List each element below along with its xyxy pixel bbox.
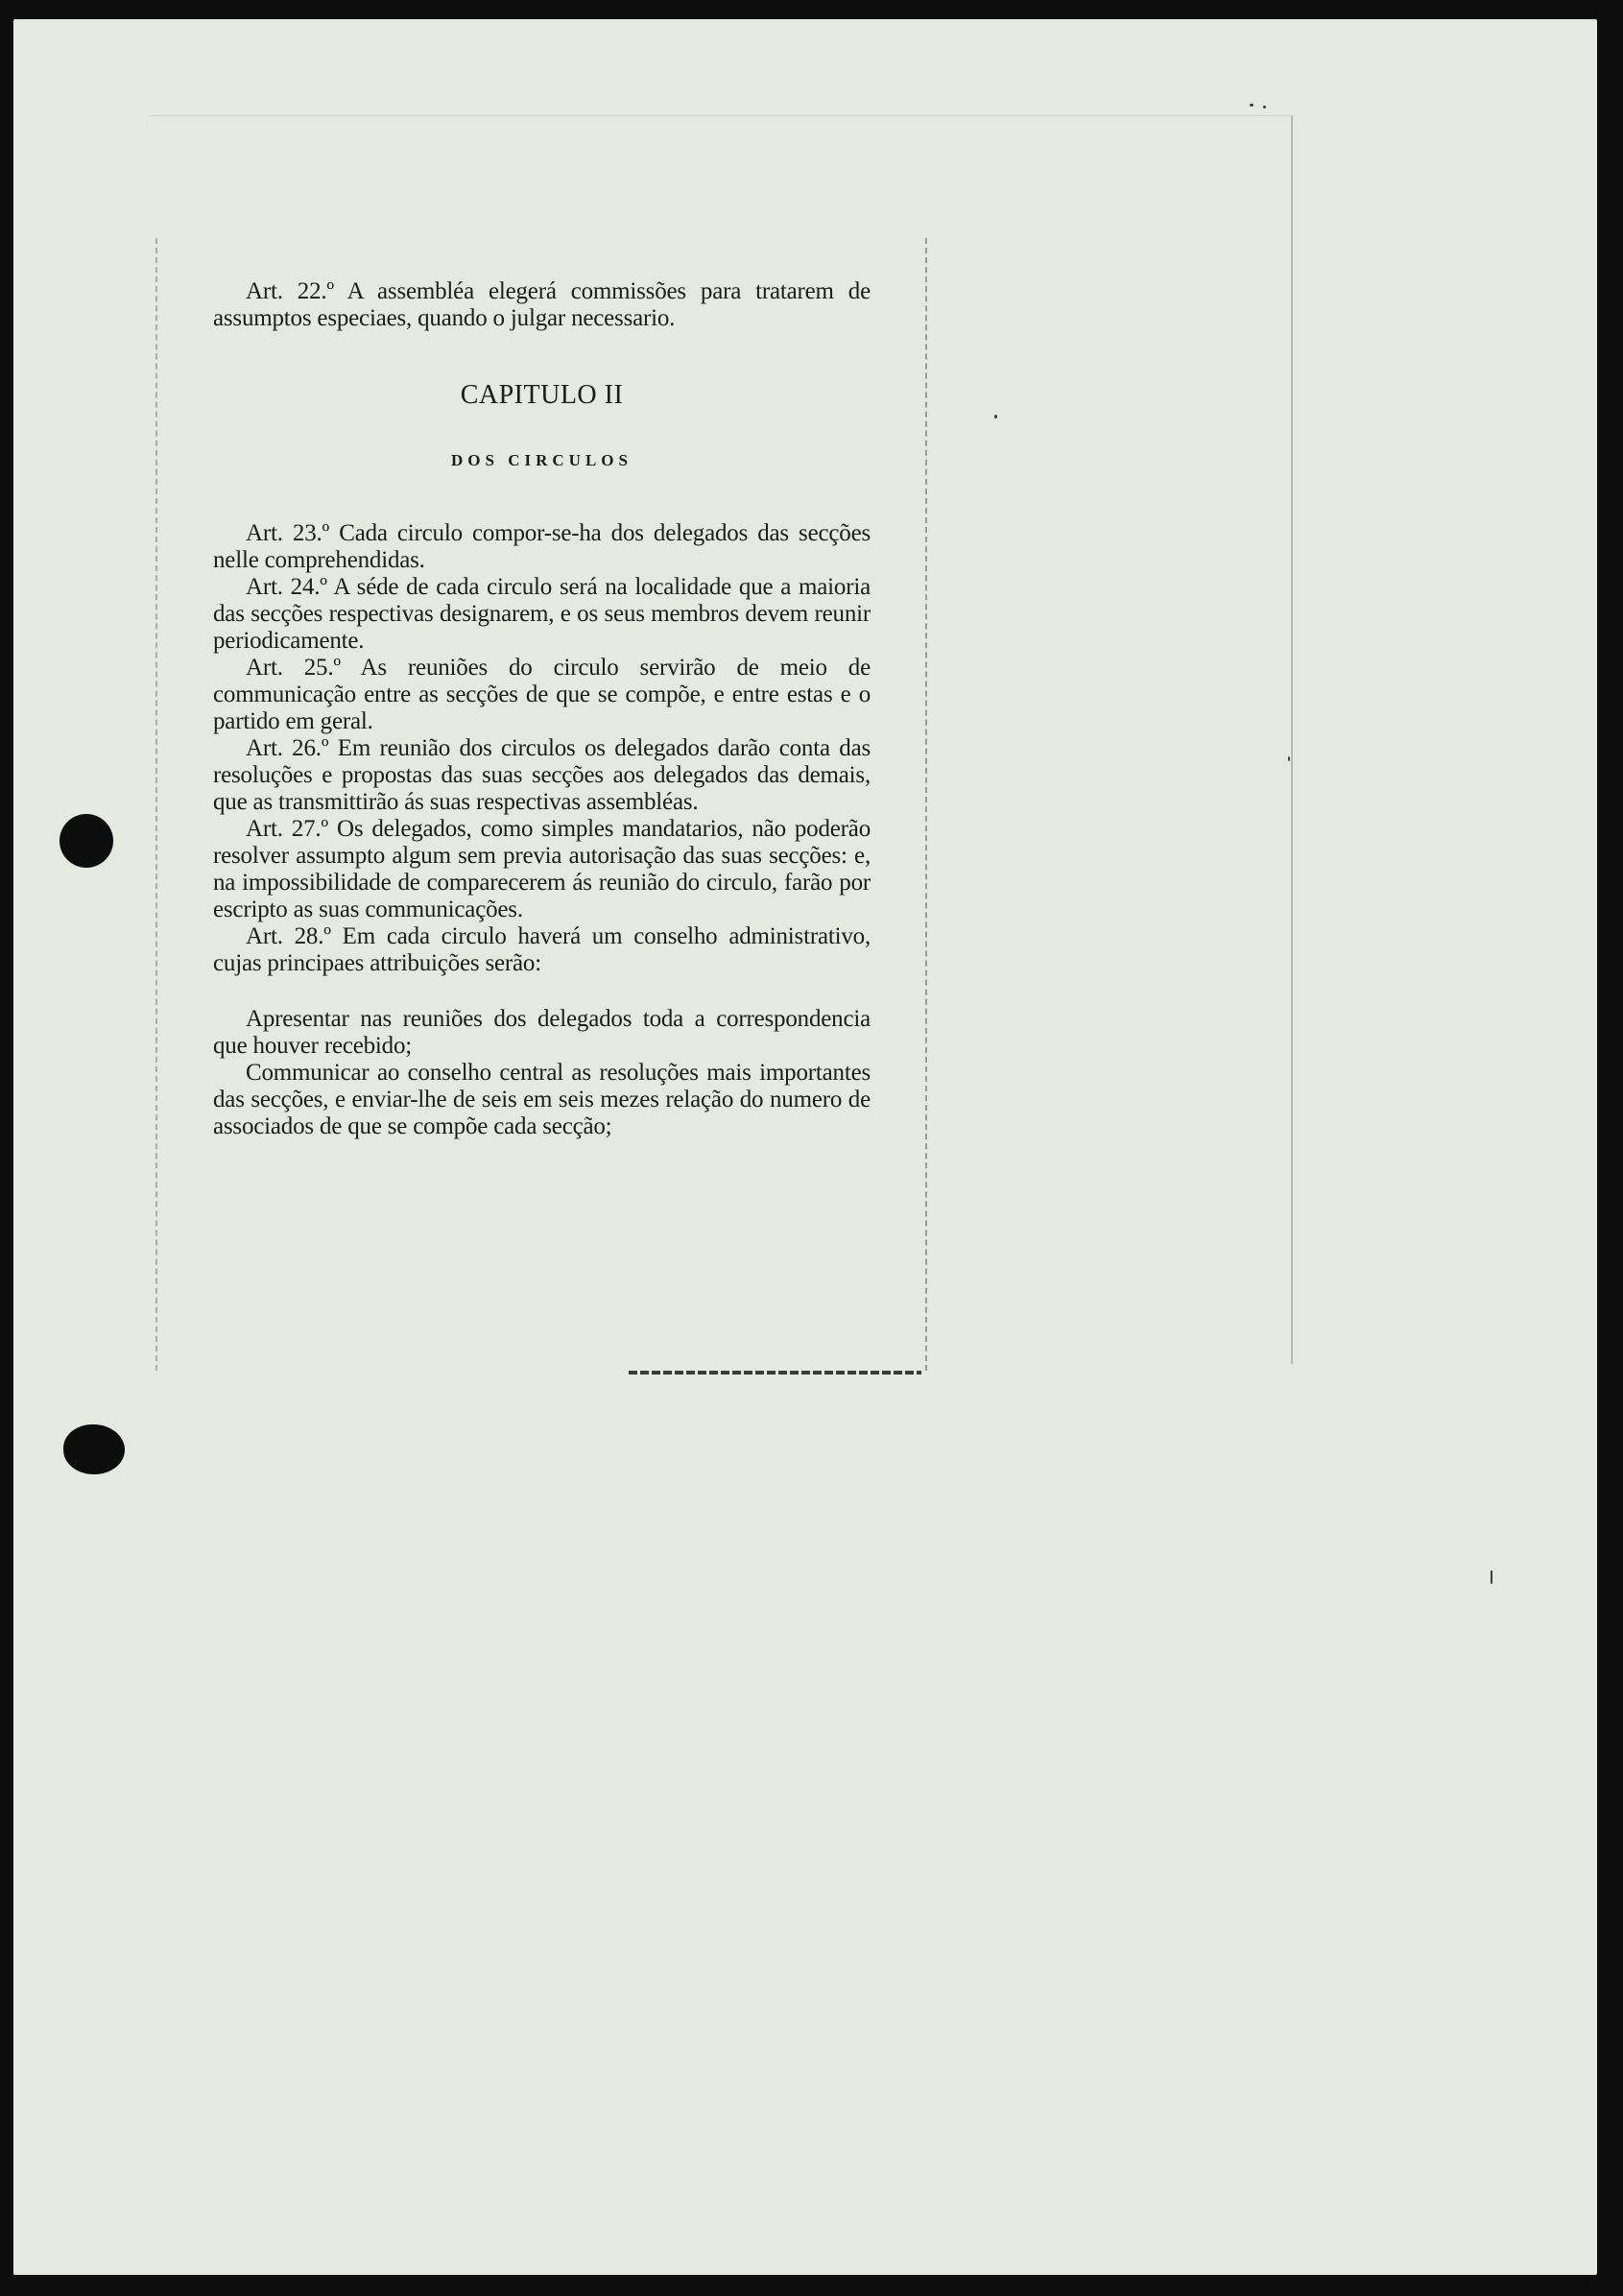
punch-hole-bottom: [63, 1424, 125, 1474]
article-23: Art. 23.º Cada circulo compor-se-ha dos delegados das secções nelle comprehendidas.: [213, 520, 871, 573]
article-22: Art. 22.º A assembléa elegerá commissões para tratarem de assumptos especiaes, quando o julgar necessario.: [213, 278, 871, 331]
document-text: [213, 278, 871, 1140]
punch-hole-top: [60, 814, 113, 868]
paragraph-gap: [213, 977, 871, 1006]
scan-speck: [1288, 756, 1290, 761]
article-25: Art. 25.º As reuniões do circulo servirão de meio de communicação entre as secções de que se compõe, e entre estas e o partido em geral.: [213, 655, 871, 734]
scan-speck: [1263, 106, 1266, 108]
scan-speck: [994, 415, 997, 419]
duty-2: Communicar ao conselho central as resoluções mais importantes das secções, e enviar-lhe de seis em seis mezes relação do numero de associados de que se compõe cada secção;: [213, 1060, 871, 1139]
article-24: Art. 24.º A séde de cada circulo será na localidade que a maioria das secções respectivas designarem, e os seus membros devem reunir periodicamente.: [213, 574, 871, 654]
article-27: Art. 27.º Os delegados, como simples mandatarios, não poderão resolver assumpto algum sem previa autorisação das suas secções: e, na impossibilidade de comparecerem ás reunião do circulo, farão por escripto as suas communicações.: [213, 816, 871, 922]
chapter-subtitle: DOS CIRCULOS: [451, 451, 632, 469]
scan-speck: [1250, 104, 1253, 107]
duty-1: Apresentar nas reuniões dos delegados toda a correspondencia que houver recebido;: [213, 1006, 871, 1059]
article-26: Art. 26.º Em reunião dos circulos os delegados darão conta das resoluções e propostas das suas secções aos delegados das demais, que as transmittirão ás suas respectivas assembléas.: [213, 735, 871, 815]
article-28: Art. 28.º Em cada circulo haverá um conselho administrativo, cujas principaes attribuições serão:: [213, 923, 871, 976]
scan-speck: [1491, 1570, 1492, 1584]
clipping-bottom-edge: [629, 1371, 921, 1375]
chapter-title: CAPITULO II: [460, 380, 624, 410]
